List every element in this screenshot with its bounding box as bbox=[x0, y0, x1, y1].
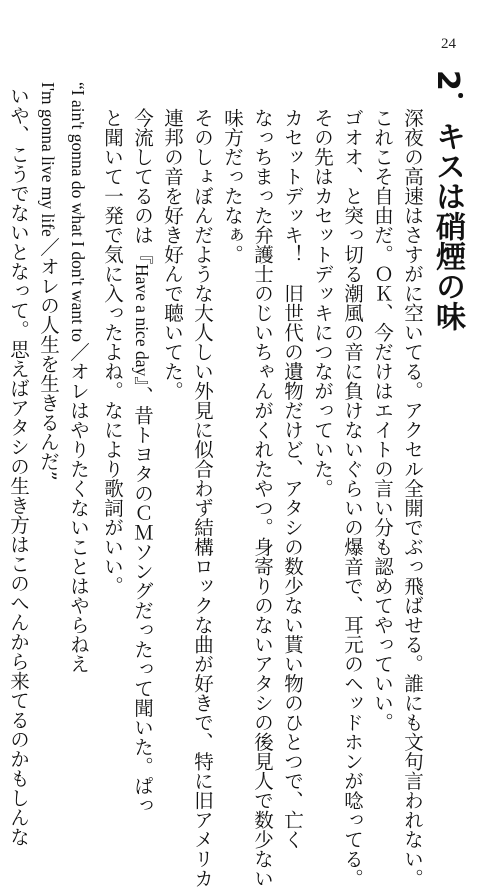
song-title: Have a nice day bbox=[132, 264, 152, 377]
lyric-english: I'm gonna live my life bbox=[38, 82, 58, 237]
chapter-title: 2．キスは硝煙の味 bbox=[430, 70, 465, 331]
body-line: 味方だったなぁ。 bbox=[221, 108, 244, 264]
lyric-japanese: ／オレの人生を生きるんだ” bbox=[37, 236, 60, 481]
line-text: 今流してるのは『 bbox=[131, 108, 154, 264]
line-text: 』、昔トヨタのＣＭソングだったって聞いた。ぱっ bbox=[131, 376, 154, 815]
body-line: その先はカセットデッキにつながっていた。 bbox=[311, 108, 334, 498]
body-line: なっちまった弁護士のじいちゃんがくれたやつ。身寄りのないアタシの後見人で数少ない bbox=[251, 108, 274, 888]
body-line: ゴオオ、と突っ切る潮風の音に負けないぐらいの爆音で、耳元のヘッドホンが唸ってる。 bbox=[341, 108, 364, 888]
body-line: 連邦の音を好き好んで聴いてた。 bbox=[161, 108, 184, 401]
body-line: いや、こうでないとなって。思えばアタシの生き方はこのへんから来てるのかもしんな bbox=[7, 86, 30, 847]
lyric-line bbox=[28, 82, 58, 481]
lyric-japanese: ／オレはやりたくないことはやらねえ bbox=[67, 342, 90, 674]
body-line: カセットデッキ！ 旧世代の遺物だけど、アタシの数少ない貰い物のひとつで、亡く bbox=[281, 108, 304, 849]
lyric-english: “I ain't gonna do what I don't want to bbox=[68, 82, 88, 343]
page-number: 24 bbox=[441, 36, 456, 52]
body-line bbox=[122, 108, 152, 815]
body-line: 深夜の高速はさすがに空いてる。アクセル全開でぶっ飛ばせる。誰にも文句言われない。 bbox=[401, 108, 424, 888]
body-line: そのしょぼんだような大人しい外見に似合わず結構ロックな曲が好きで、特に旧アメリカ bbox=[191, 108, 214, 888]
lyric-line bbox=[58, 82, 88, 674]
body-line: これこそ自由だ。ＯＫ、今だけはエイトの言い分も認めてやっていい。 bbox=[371, 108, 394, 732]
body-line: と聞いて一発で気に入ったよね。なにより歌詞がいい。 bbox=[101, 108, 124, 596]
